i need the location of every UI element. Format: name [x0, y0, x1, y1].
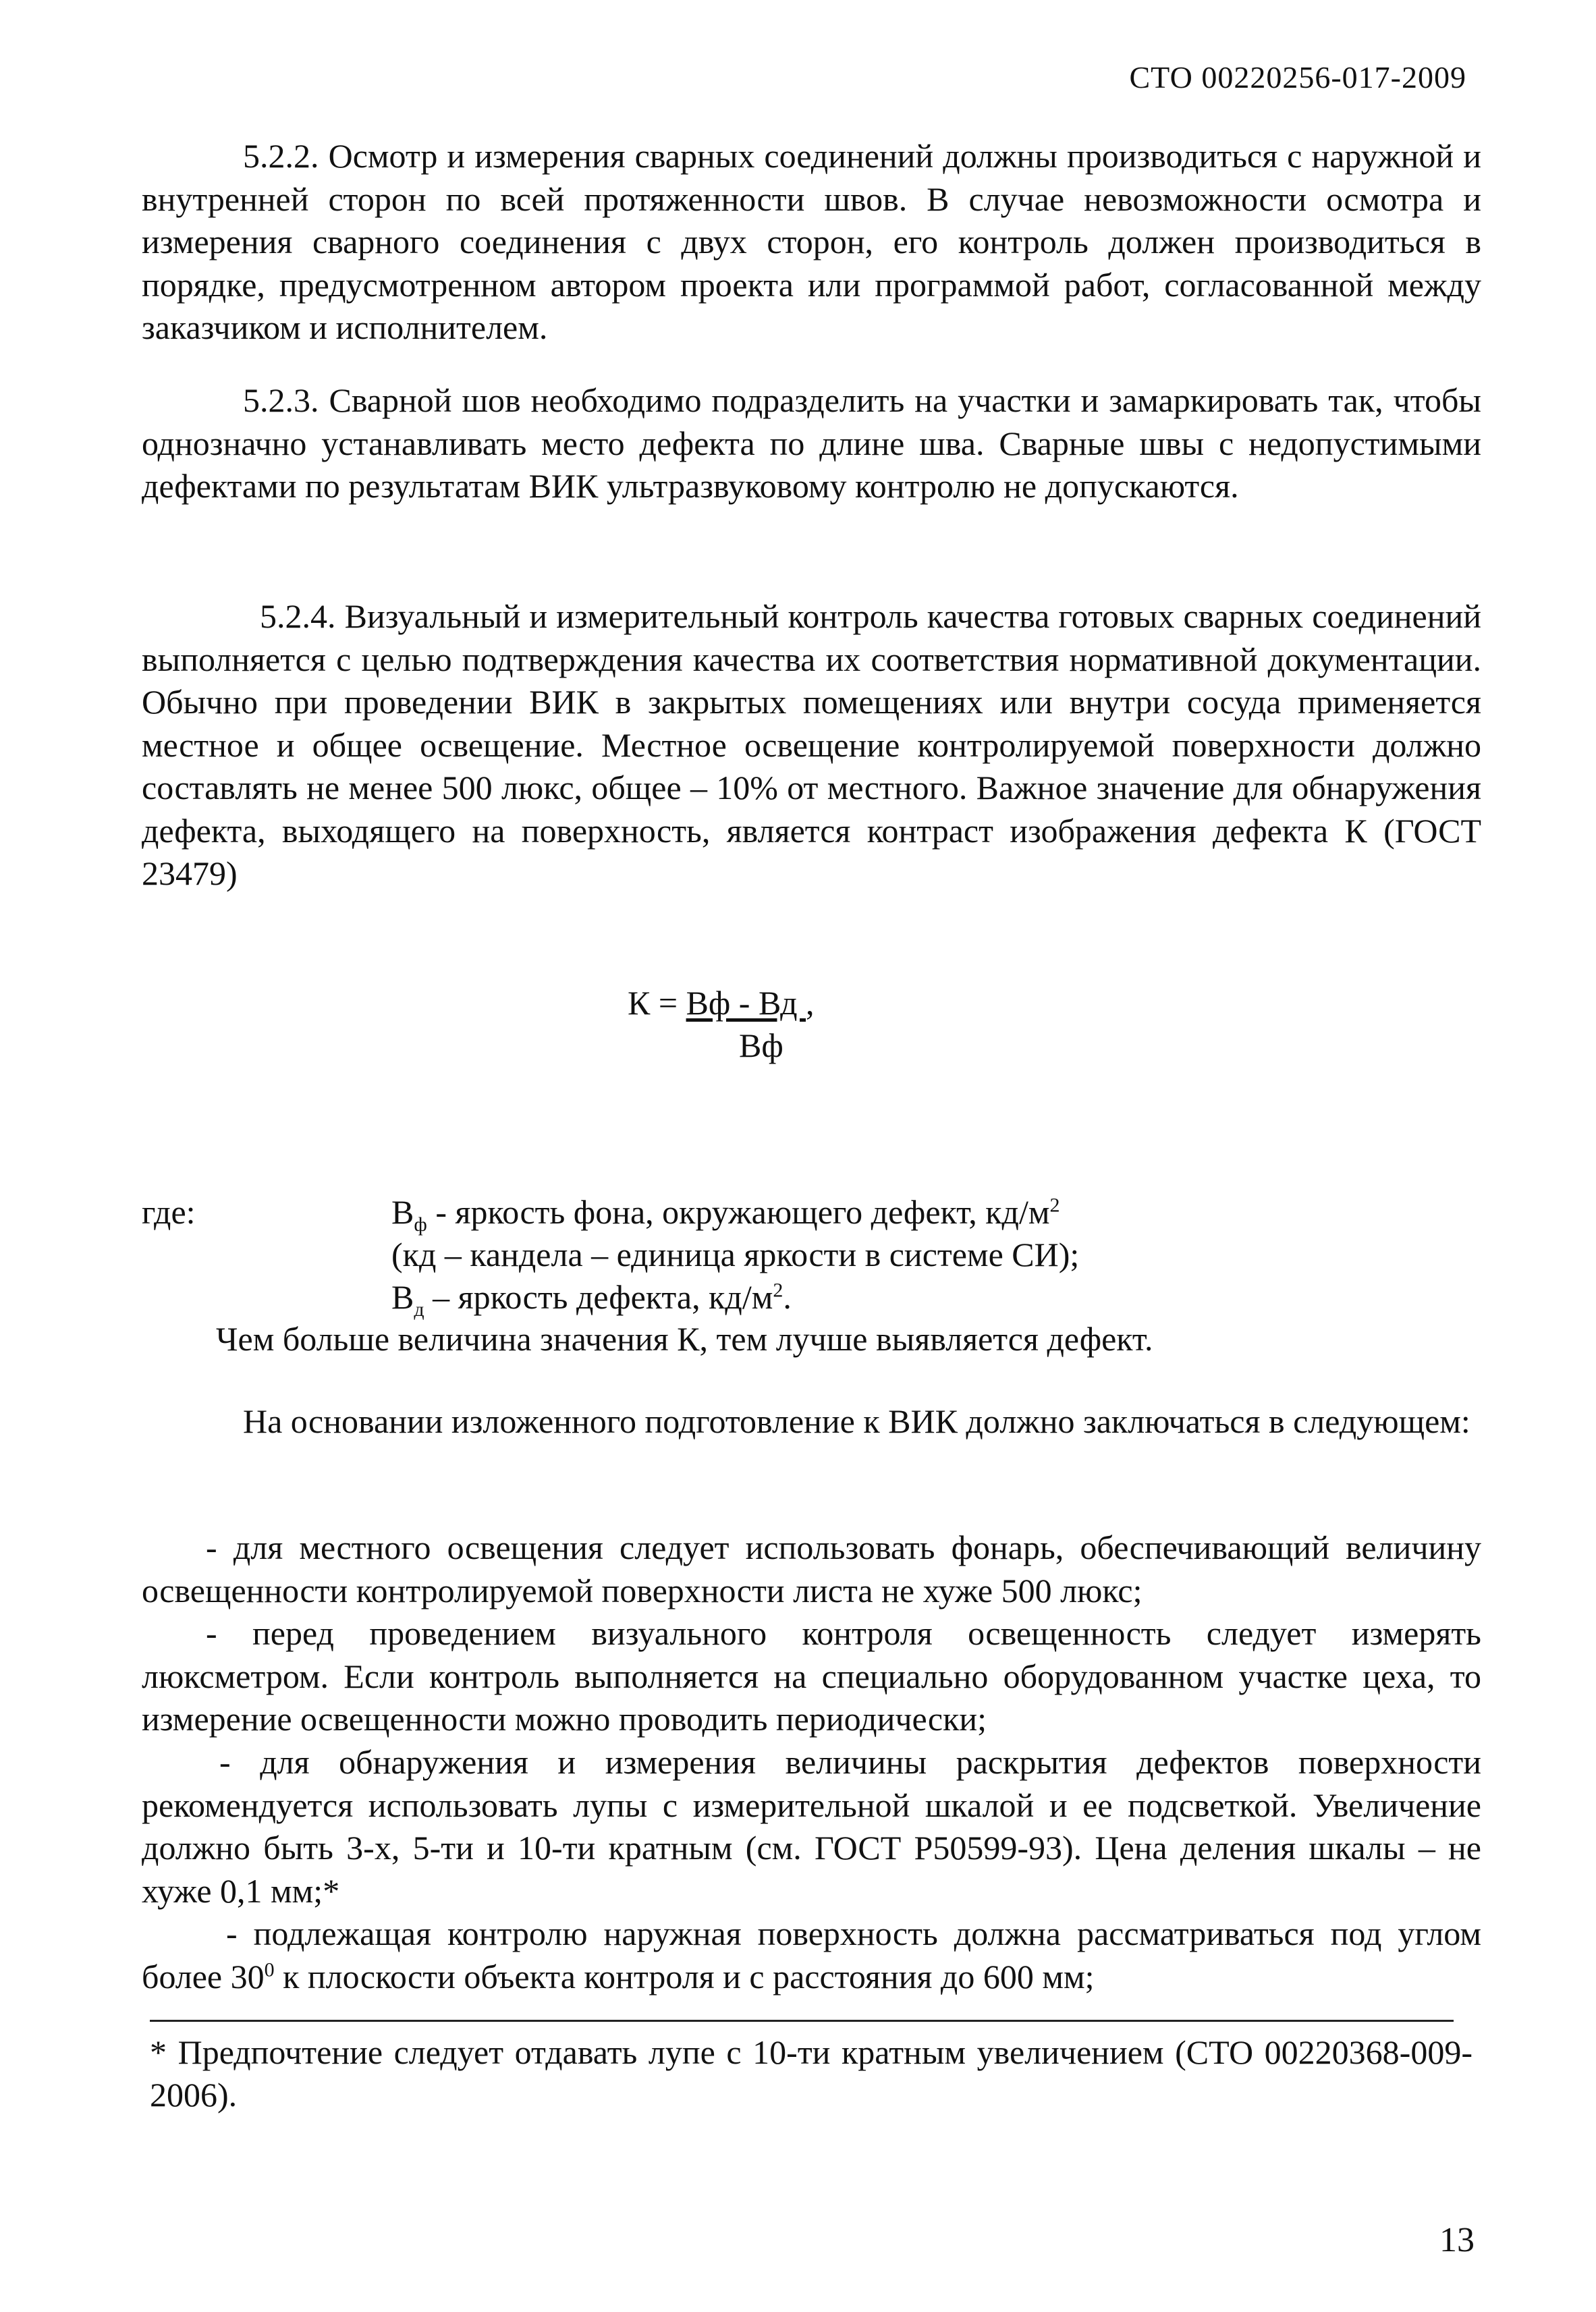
- list-item-viewing-angle: - подлежащая контролю наружная поверхность должна рассматриваться под углом более $30^0$ к плоскости объекта контроля и с расстояния до 600 мм;: [142, 1915, 1481, 1996]
- paragraph-5-2-3: 5.2.3. Сварной шов необходимо подразделить на участки и замаркировать так, чтобы однозначно устанавливать место дефекта по длине шва. Сварные швы с недопустимыми дефектами по результатам ВИК ультразвуковому контролю не допускаются.: [142, 381, 1481, 505]
- conclusion-line: Чем больше величина значения К, тем лучше выявляется дефект.: [216, 1320, 1153, 1358]
- where-label: где:: [142, 1193, 196, 1231]
- definition-candela-note: (кд – кандела – единица яркости в системе СИ);: [391, 1236, 1080, 1273]
- formula-denominator: Вф: [739, 1026, 783, 1064]
- paragraph-5-2-4: 5.2.4. Визуальный и измерительный контроль качества готовых сварных соединений выполняется с целью подтверждения качества их соответствия нормативной документации. Обычно при проведении ВИК в закрытых помещениях или внутри сосуда применяется местное и общее освещение. Местное освещение контролируемой поверхности должно составлять не менее 500 люкс, общее – 10% от местного. Важное значение для обнаружения дефекта, выходящего на поверхность, является контраст изображения дефекта К (ГОСТ 23479): [142, 597, 1481, 892]
- formula-lhs: К =: [628, 984, 686, 1022]
- footnote-divider: [150, 2020, 1454, 2022]
- list-intro: На основании изложенного подготовление к ВИК должно заключаться в следующем:: [243, 1402, 1470, 1440]
- list-item-magnifier: - для обнаружения и измерения величины раскрытия дефектов поверхности рекомендуется использовать лупы с измерительной шкалой и ее подсветкой. Увеличение должно быть 3-х, 5-ти и 10-ти кратным (см. ГОСТ Р50599-93). Цена деления шкалы – не хуже 0,1 мм;*: [142, 1743, 1481, 1910]
- list-item-lighting: - для местного освещения следует использовать фонарь, обеспечивающий величину освещенности контролируемой поверхности листа не хуже 500 люкс;: [142, 1529, 1481, 1609]
- page-number: 13: [1439, 2221, 1475, 2259]
- list-item-luxmeter: - перед проведением визуального контроля освещенность следует измерять люксметром. Если контроль выполняется на специально оборудованном участке цеха, то измерение освещенности можно проводить периодически;: [142, 1614, 1481, 1738]
- definition-background-brightness: $В_ф$ - яркость фона, окружающего дефект, $кд/м^2$: [391, 1193, 1060, 1236]
- footnote: * Предпочтение следует отдавать лупе с 10-ти кратным увеличением (СТО 00220368-009-2006).: [150, 2033, 1473, 2114]
- document-code-header: СТО 00220256-017-2009: [1129, 60, 1466, 94]
- paragraph-5-2-2: 5.2.2. Осмотр и измерения сварных соединений должны производиться с наружной и внутренней сторон по всей протяженности швов. В случае невозможности осмотра и измерения сварного соединения с двух сторон, его контроль должен производиться в порядке, предусмотренном автором проекта или программой работ, согласованной между заказчиком и исполнителем.: [142, 137, 1481, 346]
- definition-defect-brightness: $В_д$ – яркость дефекта, $кд/м^2$.: [391, 1278, 792, 1321]
- formula-suffix: ,: [806, 984, 815, 1022]
- formula-numerator: Вф - Вд: [686, 984, 806, 1022]
- where-definitions: [391, 1191, 1079, 1319]
- contrast-formula: [628, 982, 815, 1064]
